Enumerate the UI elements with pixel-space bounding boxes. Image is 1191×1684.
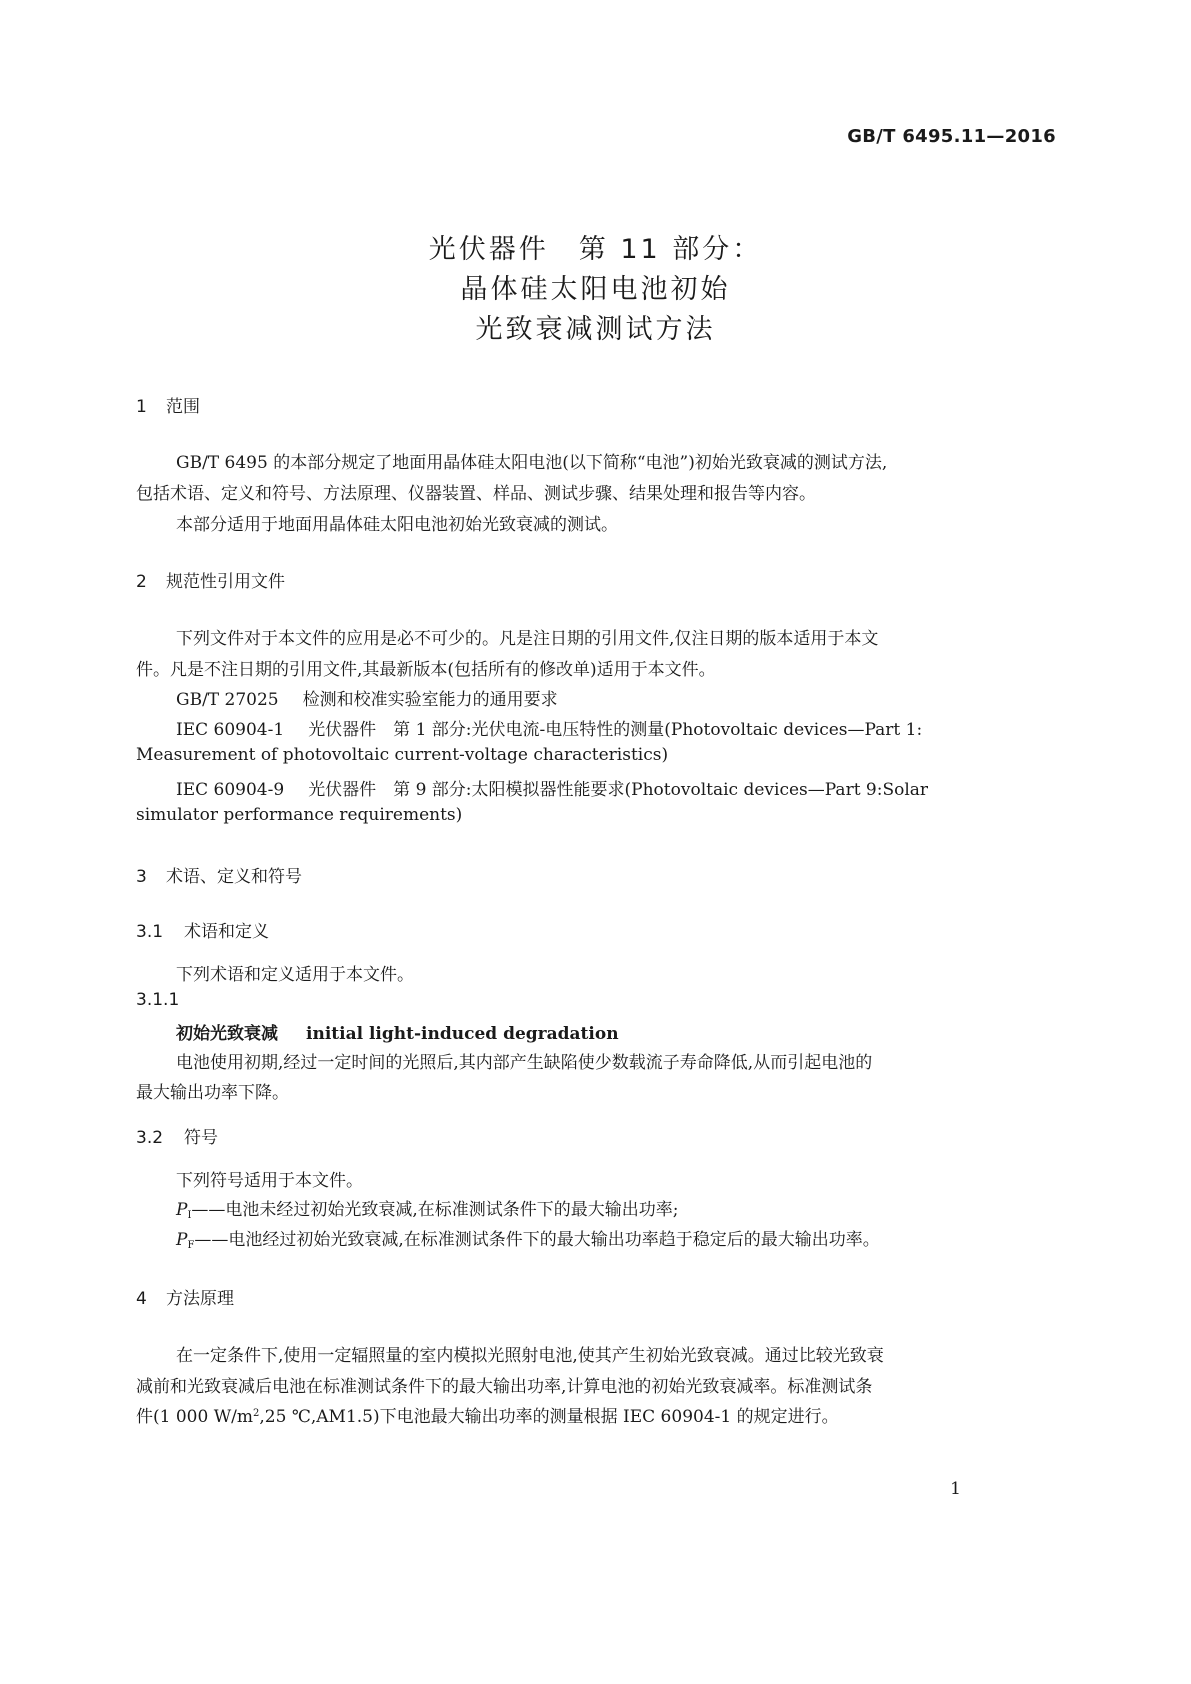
reference-code: IEC 60904-1 xyxy=(176,720,285,740)
symbol-dash: —— xyxy=(191,1200,226,1220)
section-2-para-1-line-2: 件。凡是不注日期的引用文件,其最新版本(包括所有的修改单)适用于本文件。 xyxy=(136,660,716,680)
reference-title: 检测和校准实验室能力的通用要求 xyxy=(302,690,558,710)
reference-item xyxy=(176,715,922,740)
term-entry-number: 3.1.1 xyxy=(136,990,180,1010)
subsection-3-2-intro: 下列符号适用于本文件。 xyxy=(176,1171,363,1191)
term-definition-line-1: 电池使用初期,经过一定时间的光照后,其内部产生缺陷使少数载流子寿命降低,从而引起电池的 xyxy=(176,1053,873,1073)
symbol-description: 电池未经过初始光致衰减,在标准测试条件下的最大输出功率; xyxy=(225,1200,679,1220)
section-title: 方法原理 xyxy=(166,1289,234,1309)
section-title: 术语、定义和符号 xyxy=(166,867,302,887)
section-4-line-2: 减前和光致衰减后电池在标准测试条件下的最大输出功率,计算电池的初始光致衰减率。标准测试条 xyxy=(136,1377,873,1397)
term-heading xyxy=(176,1019,619,1044)
title-line-3: 光致衰减测试方法 xyxy=(475,314,716,345)
standard-code: GB/T 6495.11—2016 xyxy=(847,126,1056,147)
term-definition-line-2: 最大输出功率下降。 xyxy=(136,1083,289,1103)
section-2-heading xyxy=(136,567,285,592)
section-number: 2 xyxy=(136,572,147,592)
symbol-name: P xyxy=(176,1200,188,1220)
section-1-heading xyxy=(136,392,200,417)
page-number: 1 xyxy=(950,1479,961,1499)
section-number: 3 xyxy=(136,867,147,887)
term-chinese: 初始光致衰减 xyxy=(176,1024,278,1044)
section-1-para-1-line-2: 包括术语、定义和符号、方法原理、仪器装置、样品、测试步骤、结果处理和报告等内容。 xyxy=(136,484,816,504)
symbol-name: P xyxy=(176,1230,188,1250)
term-english: initial light-induced degradation xyxy=(306,1024,619,1044)
section-title: 范围 xyxy=(166,397,200,417)
section-4-line-3-part-a: 件(1 000 W/m xyxy=(136,1407,254,1427)
symbol-definition xyxy=(176,1195,679,1221)
reference-title: 光伏器件 第 1 部分:光伏电流-电压特性的测量(Photovoltaic devices—Part 1: xyxy=(308,720,923,740)
title-line-2: 晶体硅太阳电池初始 xyxy=(460,274,731,305)
subsection-number: 3.1 xyxy=(136,922,164,942)
section-title: 规范性引用文件 xyxy=(166,572,285,592)
symbol-subscript: I xyxy=(187,1210,192,1221)
reference-title-continued: simulator performance requirements) xyxy=(136,805,463,825)
symbol-description: 电池经过初始光致衰减,在标准测试条件下的最大输出功率趋于稳定后的最大输出功率。 xyxy=(228,1230,880,1250)
reference-code: GB/T 27025 xyxy=(176,690,279,710)
subsection-3-1-heading xyxy=(136,917,269,942)
section-4-line-1: 在一定条件下,使用一定辐照量的室内模拟光照射电池,使其产生初始光致衰减。通过比较光致衰 xyxy=(176,1346,884,1366)
subsection-title: 术语和定义 xyxy=(184,922,269,942)
reference-title: 光伏器件 第 9 部分:太阳模拟器性能要求(Photovoltaic devices—Part 9:Solar xyxy=(308,780,929,800)
section-1-para-2: 本部分适用于地面用晶体硅太阳电池初始光致衰减的测试。 xyxy=(176,515,618,535)
reference-title-continued: Measurement of photovoltaic current-voltage characteristics) xyxy=(136,745,669,765)
subsection-number: 3.2 xyxy=(136,1128,164,1148)
section-4-line-3-part-b: ,25 ℃,AM1.5)下电池最大输出功率的测量根据 IEC 60904-1 的规定进行。 xyxy=(259,1407,839,1427)
symbol-dash: —— xyxy=(194,1230,229,1250)
document-title xyxy=(0,230,1191,350)
section-4-heading xyxy=(136,1284,234,1309)
subsection-3-2-heading xyxy=(136,1123,218,1148)
section-1-para-1-line-1: GB/T 6495 的本部分规定了地面用晶体硅太阳电池(以下简称“电池”)初始光致衰减的测试方法, xyxy=(176,453,888,473)
section-3-heading xyxy=(136,862,302,887)
section-4-line-3 xyxy=(136,1402,839,1427)
symbol-definition xyxy=(176,1225,880,1251)
section-number: 4 xyxy=(136,1289,147,1309)
title-line-1: 光伏器件 第 11 部分： xyxy=(428,234,763,265)
symbol-subscript: F xyxy=(187,1240,195,1251)
reference-item xyxy=(176,685,558,710)
superscript: 2 xyxy=(253,1408,260,1419)
subsection-title: 符号 xyxy=(184,1128,218,1148)
subsection-3-1-intro: 下列术语和定义适用于本文件。 xyxy=(176,965,414,985)
reference-code: IEC 60904-9 xyxy=(176,780,285,800)
section-2-para-1-line-1: 下列文件对于本文件的应用是必不可少的。凡是注日期的引用文件,仅注日期的版本适用于本文 xyxy=(176,629,879,649)
section-number: 1 xyxy=(136,397,147,417)
reference-item xyxy=(176,775,928,800)
